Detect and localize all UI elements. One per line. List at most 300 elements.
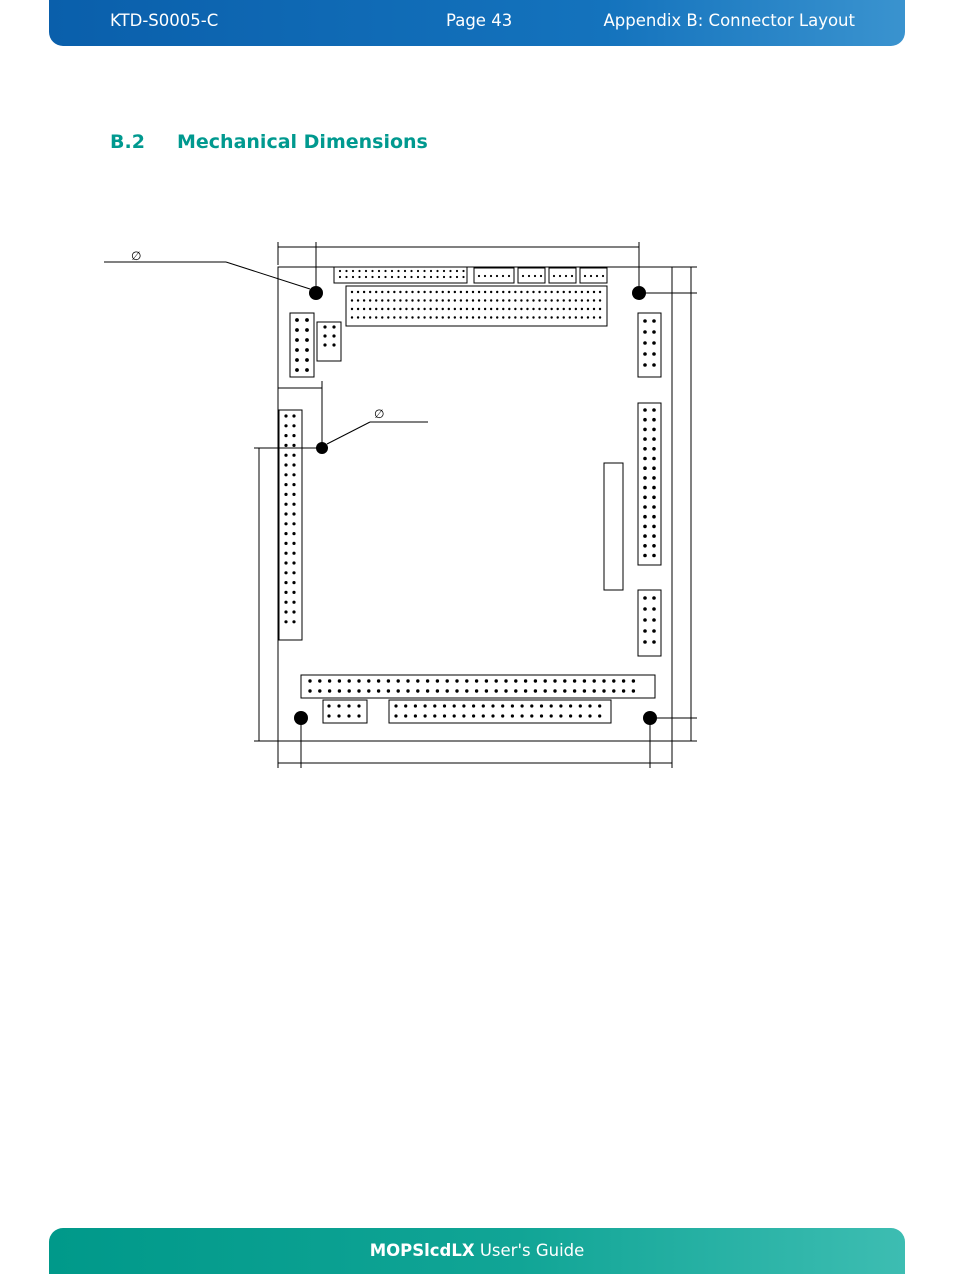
connector-pin [652, 525, 656, 529]
connector-pin [292, 610, 295, 613]
connector-pin [472, 299, 474, 301]
connector-pin [417, 316, 419, 318]
connector-pin [292, 414, 295, 417]
connector-pin [502, 291, 504, 293]
connector-pin [387, 689, 390, 692]
connector-pin [532, 308, 534, 310]
connector-pin [587, 316, 589, 318]
connector-pin [643, 640, 647, 644]
connector-pin [565, 275, 567, 277]
connector-pin [652, 554, 656, 558]
connector-pin [532, 291, 534, 293]
connector-pin [632, 689, 635, 692]
connector-pin [643, 457, 647, 461]
connector-pin [448, 299, 450, 301]
connector-pin [429, 291, 431, 293]
connector-pin [652, 466, 656, 470]
connector-pin [652, 544, 656, 548]
connector-pin [351, 316, 353, 318]
connector-pin [490, 308, 492, 310]
connector-pin [466, 299, 468, 301]
connector-pin [284, 444, 287, 447]
connector-pin [328, 679, 331, 682]
connector-pin [387, 308, 389, 310]
connector-pin [292, 571, 295, 574]
connector-pin [602, 689, 605, 692]
connector-pin [305, 358, 309, 362]
connector-pin [375, 308, 377, 310]
connector-pin [387, 316, 389, 318]
connector-pin [414, 704, 417, 707]
connector-pin [284, 552, 287, 555]
connector-pin [381, 291, 383, 293]
connector-pin [462, 714, 465, 717]
connector-pin [357, 308, 359, 310]
connector-pin [378, 270, 380, 272]
connector-pin [569, 704, 572, 707]
connector-pin [569, 291, 571, 293]
connector-pin [587, 308, 589, 310]
connector-pin [284, 561, 287, 564]
connector-pin [405, 308, 407, 310]
connector-pin [338, 679, 341, 682]
connector-pin [652, 330, 656, 334]
connector-pin [295, 338, 299, 342]
connector-pin [643, 363, 647, 367]
connector-pin [397, 276, 399, 278]
connector-pin [575, 316, 577, 318]
connector-pin [423, 291, 425, 293]
connector-pin [454, 308, 456, 310]
connector-pin [501, 714, 504, 717]
connector-pin [384, 270, 386, 272]
connector-pin [332, 325, 335, 328]
connector-pin [643, 618, 647, 622]
connector-pin [462, 704, 465, 707]
connector-pin [504, 679, 507, 682]
connector-pin [308, 679, 311, 682]
connector-pin [652, 408, 656, 412]
connector-pin [404, 714, 407, 717]
connector-pin [520, 308, 522, 310]
connector-pin [436, 291, 438, 293]
connector-pin [292, 503, 295, 506]
connector-pin [443, 270, 445, 272]
connector-pin [643, 319, 647, 323]
connector-pin [596, 275, 598, 277]
connector-pin [520, 299, 522, 301]
connector-pin [490, 291, 492, 293]
connector-pin [478, 308, 480, 310]
connector-pin [643, 515, 647, 519]
connector-pin [472, 308, 474, 310]
connector-pin [430, 276, 432, 278]
connector-pin [532, 299, 534, 301]
connector-pin [485, 689, 488, 692]
connector-pin [284, 463, 287, 466]
connector-pin [453, 714, 456, 717]
connector-pin [590, 275, 592, 277]
connector-pin [514, 316, 516, 318]
connector-pin [502, 308, 504, 310]
connector-pin [530, 714, 533, 717]
document-id: KTD-S0005-C [110, 11, 219, 30]
connector-pin [417, 270, 419, 272]
connector-pin [559, 704, 562, 707]
connector-pin [337, 704, 340, 707]
connector-pin [292, 424, 295, 427]
connector-pin [598, 704, 601, 707]
connector-pin [332, 343, 335, 346]
connector-pin [495, 679, 498, 682]
connector-pin [588, 714, 591, 717]
connector-pin [599, 299, 601, 301]
connector-pin [423, 276, 425, 278]
connector-pin [524, 679, 527, 682]
connector-pin [357, 316, 359, 318]
connector-pin [484, 308, 486, 310]
connector-pin [652, 447, 656, 451]
connector-pin [520, 291, 522, 293]
connector-pin [387, 291, 389, 293]
connector-pin [652, 476, 656, 480]
connector-pins [284, 270, 655, 718]
connector-pin [652, 428, 656, 432]
connector-pin [540, 704, 543, 707]
connector-pin [466, 308, 468, 310]
connector-pin [534, 275, 536, 277]
connector-pin [394, 714, 397, 717]
connector-pin [345, 270, 347, 272]
connector-pin [588, 704, 591, 707]
connector-pin [475, 679, 478, 682]
connector-pin [381, 316, 383, 318]
connector-pin [357, 299, 359, 301]
connector-pin [443, 704, 446, 707]
connector-pin [404, 704, 407, 707]
connector-pin [511, 714, 514, 717]
connector-pin [652, 596, 656, 600]
connector-pin [514, 291, 516, 293]
connector-pin [292, 444, 295, 447]
connector-pin [352, 270, 354, 272]
connector-pin [284, 503, 287, 506]
page-number: Page 43 [446, 11, 513, 30]
connector-pin [472, 291, 474, 293]
connector-pin [462, 276, 464, 278]
connector-pin [358, 276, 360, 278]
connector-pin [593, 299, 595, 301]
connector-pin [367, 679, 370, 682]
connector-pin [521, 704, 524, 707]
connector-pin [652, 352, 656, 356]
connector-pin [593, 689, 596, 692]
connector-pin [482, 704, 485, 707]
connector-pin [581, 316, 583, 318]
connector-pin [404, 270, 406, 272]
connector-pin [643, 330, 647, 334]
connector-pin [448, 291, 450, 293]
connector-pin [587, 299, 589, 301]
connector-pin [430, 270, 432, 272]
connector-pin [496, 275, 498, 277]
connector-pin [436, 270, 438, 272]
connector-pin [454, 291, 456, 293]
connector-pin [449, 270, 451, 272]
connector-pin [426, 689, 429, 692]
connector-pin [284, 542, 287, 545]
connector-pin [433, 704, 436, 707]
connector-pin [652, 629, 656, 633]
connector-pin [423, 270, 425, 272]
connector-pin [573, 689, 576, 692]
connector-pin [305, 348, 309, 352]
connector-pin [652, 341, 656, 345]
connector-pin [466, 316, 468, 318]
connector-pin [284, 522, 287, 525]
connector-pin [643, 596, 647, 600]
connector-pin [417, 299, 419, 301]
connector-pin [436, 316, 438, 318]
connector-pin [622, 679, 625, 682]
connector-pin [524, 689, 527, 692]
connector-pin [652, 640, 656, 644]
connector-pin [375, 316, 377, 318]
connector-pin [643, 418, 647, 422]
connector-pin [652, 457, 656, 461]
connector-pin [442, 308, 444, 310]
connector-pin [292, 522, 295, 525]
connector-pin [478, 275, 480, 277]
connector-pin [460, 291, 462, 293]
connector-pin [652, 496, 656, 500]
connector-pin [352, 276, 354, 278]
connector-pin [550, 308, 552, 310]
connector-pin [292, 591, 295, 594]
connector-pin [411, 308, 413, 310]
connector-pin [472, 316, 474, 318]
connector-pin [491, 704, 494, 707]
connector-pin [295, 368, 299, 372]
connector-pin [484, 291, 486, 293]
section-title: Appendix B: Connector Layout [603, 11, 855, 30]
connector-pin [292, 463, 295, 466]
connector-pin [472, 704, 475, 707]
connector-pin [328, 689, 331, 692]
connector-pin [622, 689, 625, 692]
connector-pin [557, 308, 559, 310]
connector-pin [520, 316, 522, 318]
connector-pin [448, 316, 450, 318]
connector-pin [347, 714, 350, 717]
connector-pin [482, 714, 485, 717]
connector-pin [550, 316, 552, 318]
connector-pin [292, 581, 295, 584]
connector-pin [643, 428, 647, 432]
connector-pin [416, 679, 419, 682]
connector-pin [652, 534, 656, 538]
connector-pin [446, 689, 449, 692]
diameter-symbol-1: ∅ [131, 249, 142, 263]
connector-pin [643, 496, 647, 500]
connector-pin [579, 704, 582, 707]
connector-pin [449, 276, 451, 278]
connector-pin [295, 328, 299, 332]
connector-pin [514, 689, 517, 692]
connector-pin [538, 299, 540, 301]
connector-pin [544, 308, 546, 310]
connector-pin [292, 601, 295, 604]
connector-pin [367, 689, 370, 692]
connector-pin [404, 276, 406, 278]
connector-pin [466, 291, 468, 293]
connector-pin [475, 689, 478, 692]
connector-pin [284, 620, 287, 623]
connector-pin [534, 689, 537, 692]
connector-pin [643, 466, 647, 470]
connector-pin [394, 704, 397, 707]
connector-pin [484, 275, 486, 277]
connector-pin [339, 276, 341, 278]
connector-pin [426, 679, 429, 682]
connector-pin [462, 270, 464, 272]
connector-pin [411, 316, 413, 318]
connector-pin [284, 473, 287, 476]
connector-pin [563, 316, 565, 318]
connector-pin [612, 689, 615, 692]
connector-pin [292, 473, 295, 476]
connector-pin [581, 308, 583, 310]
connector-pin [460, 299, 462, 301]
connector-pin [429, 308, 431, 310]
connector-pin [323, 343, 326, 346]
connector-pin [526, 316, 528, 318]
connector-pin [581, 291, 583, 293]
connector-pin [381, 308, 383, 310]
connector-pin [530, 704, 533, 707]
connector-pin [292, 454, 295, 457]
connector-pin [496, 299, 498, 301]
connector-pin [502, 299, 504, 301]
connector-pin [292, 532, 295, 535]
connector-pin [460, 316, 462, 318]
connector-pin [643, 476, 647, 480]
connector-pin [365, 276, 367, 278]
connector-pin [295, 358, 299, 362]
connector-pin [292, 434, 295, 437]
connector-pin [405, 291, 407, 293]
connector-pin [417, 308, 419, 310]
connector-pin [399, 308, 401, 310]
connector-pin [511, 704, 514, 707]
connector-pin [478, 316, 480, 318]
connector-pin [433, 714, 436, 717]
connector-pin [305, 368, 309, 372]
connector-pin [504, 689, 507, 692]
connector-pin [345, 276, 347, 278]
connector-pin [423, 316, 425, 318]
connector-pin [446, 679, 449, 682]
connector-pin [593, 679, 596, 682]
connector-pin [387, 299, 389, 301]
connector-pin [327, 704, 330, 707]
connector-pin [351, 291, 353, 293]
connector-pin [563, 679, 566, 682]
connector-pin [284, 483, 287, 486]
connector-pin [484, 316, 486, 318]
connector-pin [602, 679, 605, 682]
connector-pin [643, 554, 647, 558]
connector-pin [284, 424, 287, 427]
connector-pin [397, 689, 400, 692]
connector-pin [557, 291, 559, 293]
connector-pin [526, 299, 528, 301]
connector-pin [351, 308, 353, 310]
connector-pin [538, 291, 540, 293]
connector-pin [544, 299, 546, 301]
connector-pin [544, 679, 547, 682]
connector-pin [436, 299, 438, 301]
connector-pin [643, 437, 647, 441]
connector-pin [371, 270, 373, 272]
connector-pin [284, 454, 287, 457]
connector-pin [581, 299, 583, 301]
connector-pin [363, 308, 365, 310]
connector-pin [377, 679, 380, 682]
connector-pin [593, 308, 595, 310]
connector-pin [292, 561, 295, 564]
connector-pin [643, 486, 647, 490]
connector-pin [643, 629, 647, 633]
connector-pin [490, 316, 492, 318]
connector-pin [569, 308, 571, 310]
connector-pin [453, 704, 456, 707]
connector-pin [544, 689, 547, 692]
connector-pin [652, 363, 656, 367]
connector-pin [399, 316, 401, 318]
connector-pin [490, 275, 492, 277]
connector-pin [521, 714, 524, 717]
connector-pin [496, 291, 498, 293]
connector-pin [381, 299, 383, 301]
connector-pin [508, 308, 510, 310]
connector-pin [491, 714, 494, 717]
connector-pin [384, 276, 386, 278]
connector-pin [643, 341, 647, 345]
connector-pin [465, 679, 468, 682]
connector-pin [399, 291, 401, 293]
connector-pin [405, 299, 407, 301]
connector-pin [652, 515, 656, 519]
connector-pin [424, 704, 427, 707]
connector-pin [528, 275, 530, 277]
connector-pin [569, 299, 571, 301]
connector-pin [593, 291, 595, 293]
connector-pin [284, 610, 287, 613]
connector-pin [284, 581, 287, 584]
connector-pin [284, 434, 287, 437]
connector-pin [397, 679, 400, 682]
connector-pin [553, 679, 556, 682]
connector-pin [357, 689, 360, 692]
connector-pin [284, 601, 287, 604]
page-footer [49, 1228, 905, 1274]
connector-pin [569, 714, 572, 717]
connector-pin [284, 414, 287, 417]
connector-pin [579, 714, 582, 717]
connector-pin [652, 486, 656, 490]
connector-pin [348, 689, 351, 692]
